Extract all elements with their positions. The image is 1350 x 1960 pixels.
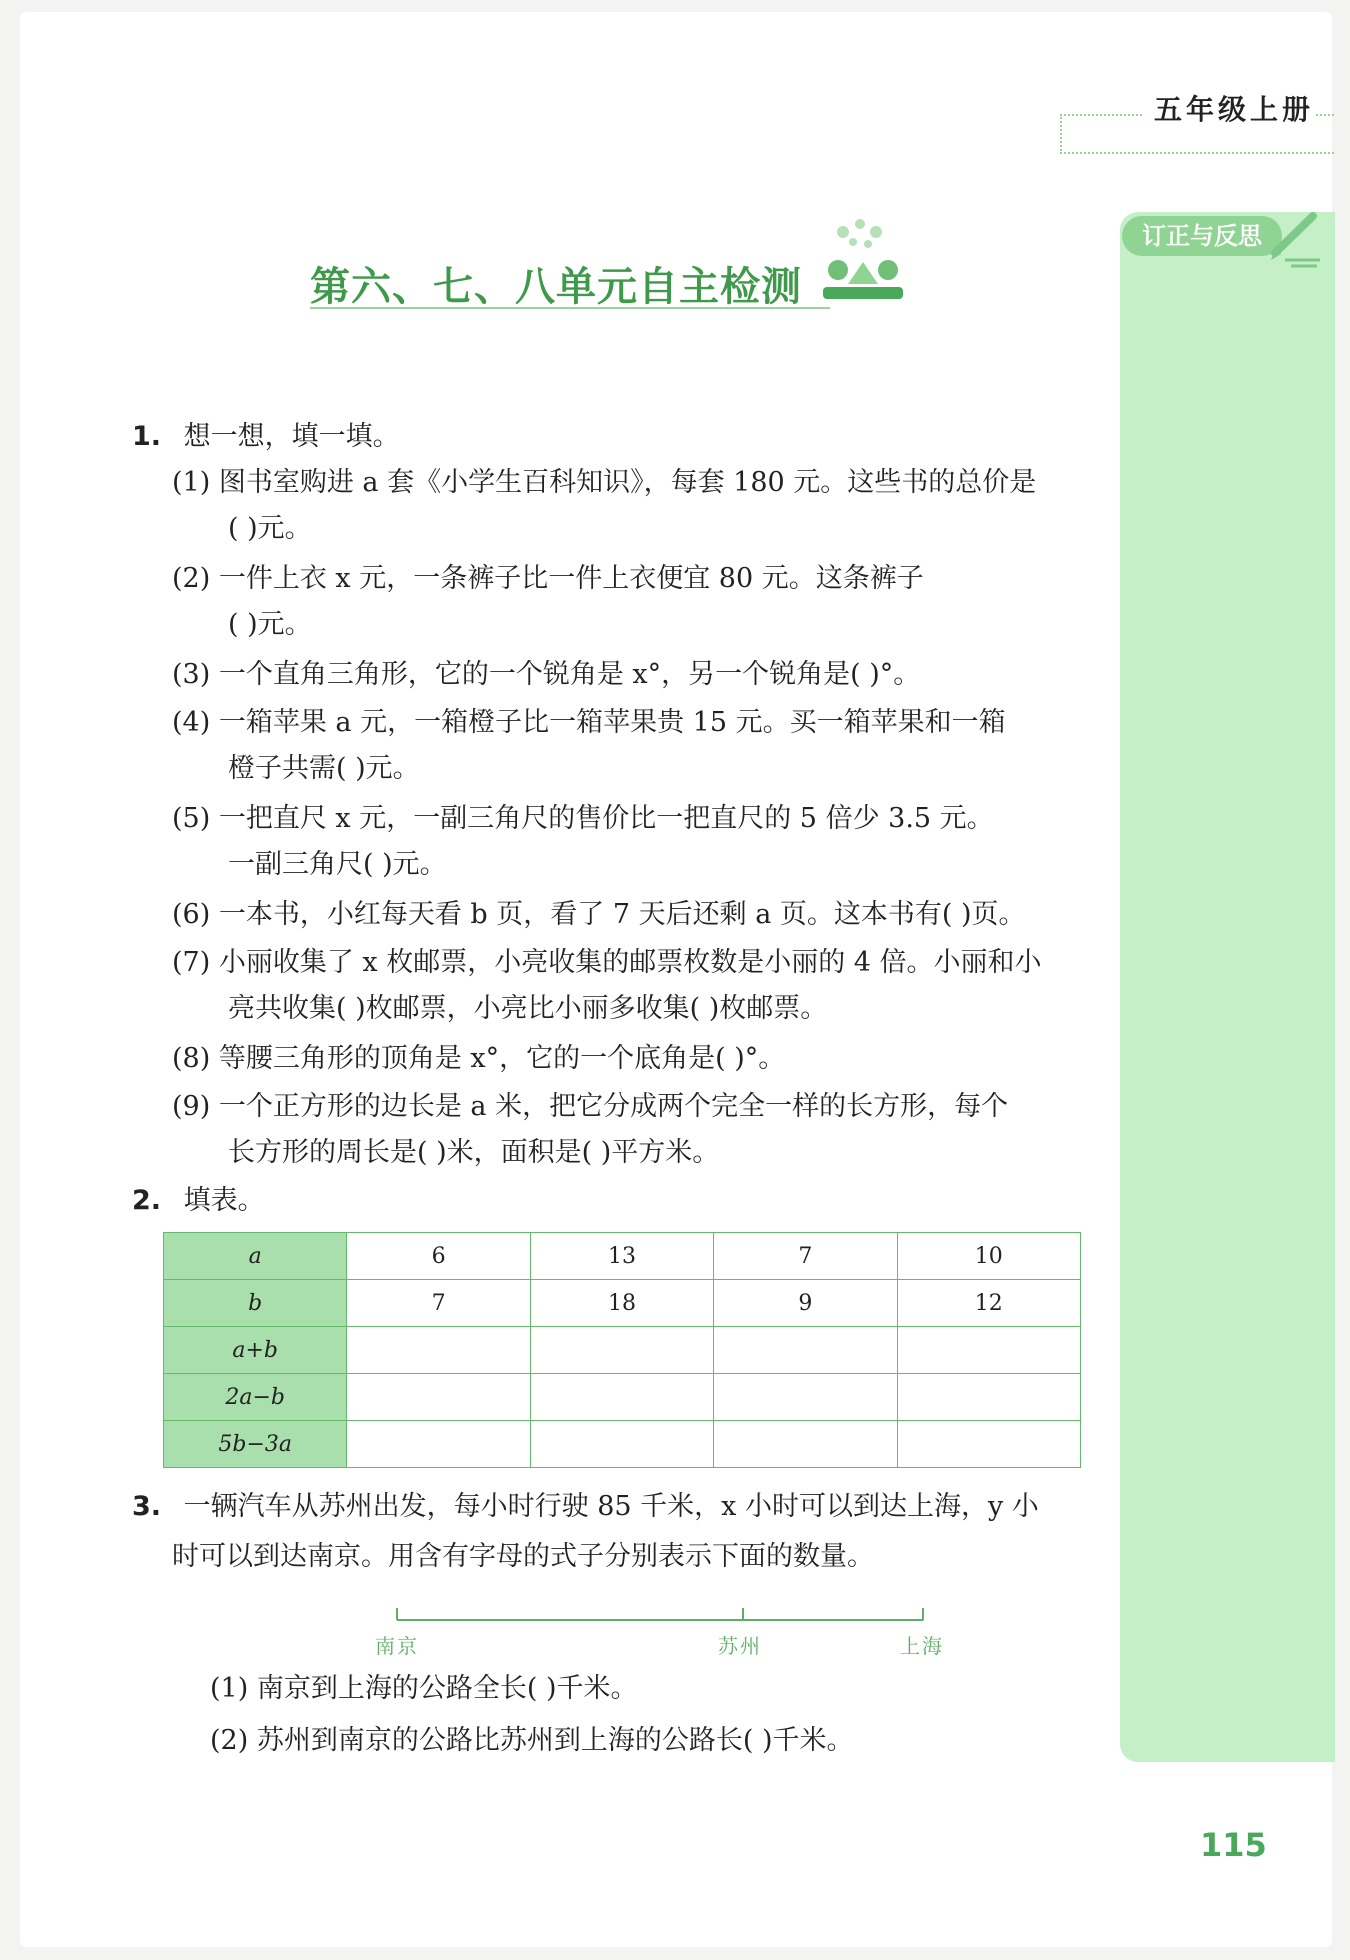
q1-item-2-line-2: ( )元。 — [228, 609, 312, 640]
question-3-prompt-line-2: 时可以到达南京。用含有字母的式子分别表示下面的数量。 — [172, 1541, 874, 1572]
answer-cell[interactable] — [347, 1327, 530, 1374]
q3-sub-2: (2) 苏州到南京的公路比苏州到上海的公路长( )千米。 — [210, 1725, 854, 1756]
route-label-nanjing: 南京 — [375, 1634, 419, 1658]
q3-sub-1: (1) 南京到上海的公路全长( )千米。 — [210, 1673, 638, 1704]
q1-item-7-line-1: (7) 小丽收集了 x 枚邮票，小亮收集的邮票枚数是小丽的 4 倍。小丽和小 — [172, 947, 1042, 978]
q1-item-1-line-1: (1) 图书室购进 a 套《小学生百科知识》，每套 180 元。这些书的总价是 — [172, 467, 1037, 498]
answer-cell[interactable] — [530, 1327, 713, 1374]
table-cell: 12 — [897, 1280, 1080, 1327]
question-1 — [132, 420, 400, 454]
title-underline — [310, 255, 830, 309]
reading-kids-icon — [808, 212, 918, 312]
question-2 — [132, 1184, 265, 1218]
answer-cell[interactable] — [714, 1327, 897, 1374]
q1-item-5-line-2: 一副三角尺( )元。 — [228, 849, 447, 880]
q1-item-7-line-2: 亮共收集( )枚邮票，小亮比小丽多收集( )枚邮票。 — [228, 993, 828, 1024]
question-2-prompt: 填表。 — [183, 1185, 265, 1216]
table-cell: 10 — [897, 1233, 1080, 1280]
route-diagram — [395, 1606, 925, 1628]
q1-item-3-line-1: (3) 一个直角三角形，它的一个锐角是 x°，另一个锐角是( )°。 — [172, 659, 921, 690]
table-cell: 7 — [714, 1233, 897, 1280]
q1-item-1-line-2: ( )元。 — [228, 513, 312, 544]
correction-sidebar — [1120, 212, 1335, 1762]
answer-cell[interactable] — [714, 1374, 897, 1421]
question-3 — [132, 1490, 1039, 1524]
question-3-prompt-line-1: 一辆汽车从苏州出发，每小时行驶 85 千米，x 小时可以到达上海，y 小 — [183, 1491, 1039, 1522]
table-cell: 9 — [714, 1280, 897, 1327]
answer-cell[interactable] — [897, 1374, 1080, 1421]
table-row — [164, 1280, 1081, 1327]
table-header-cell: b — [164, 1280, 347, 1327]
question-3-number: 3. — [132, 1491, 162, 1522]
q1-item-4-line-1: (4) 一箱苹果 a 元，一箱橙子比一箱苹果贵 15 元。买一箱苹果和一箱 — [172, 707, 1006, 738]
q1-item-9-line-1: (9) 一个正方形的边长是 a 米，把它分成两个完全一样的长方形，每个 — [172, 1091, 1009, 1122]
question-1-number: 1. — [132, 421, 162, 452]
pencil-icon — [1265, 208, 1325, 268]
route-label-suzhou: 苏州 — [718, 1634, 762, 1658]
route-label-shanghai: 上海 — [900, 1634, 944, 1658]
fill-table — [163, 1232, 1081, 1468]
q1-item-2-line-1: (2) 一件上衣 x 元，一条裤子比一件上衣便宜 80 元。这条裤子 — [172, 563, 924, 594]
q1-item-9-line-2: 长方形的周长是( )米，面积是( )平方米。 — [228, 1137, 720, 1168]
page-number: 115 — [1200, 1826, 1267, 1864]
answer-cell[interactable] — [897, 1421, 1080, 1468]
answer-cell[interactable] — [347, 1374, 530, 1421]
answer-cell[interactable] — [530, 1421, 713, 1468]
page-title: 第六、七、八单元自主检测 — [310, 263, 802, 310]
table-header-cell: 2a−b — [164, 1374, 347, 1421]
q1-item-5-line-1: (5) 一把直尺 x 元，一副三角尺的售价比一把直尺的 5 倍少 3.5 元。 — [172, 803, 994, 834]
table-cell: 18 — [530, 1280, 713, 1327]
table-cell: 7 — [347, 1280, 530, 1327]
table-row — [164, 1233, 1081, 1280]
table-row — [164, 1421, 1081, 1468]
question-1-prompt: 想一想，填一填。 — [183, 421, 400, 452]
answer-cell[interactable] — [530, 1374, 713, 1421]
table-cell: 6 — [347, 1233, 530, 1280]
table-header-cell: a+b — [164, 1327, 347, 1374]
table-cell: 13 — [530, 1233, 713, 1280]
table-header-cell: a — [164, 1233, 347, 1280]
grade-label: 五年级上册 — [1060, 114, 1334, 154]
table-row — [164, 1374, 1081, 1421]
question-2-number: 2. — [132, 1185, 162, 1216]
answer-cell[interactable] — [897, 1327, 1080, 1374]
table-row — [164, 1327, 1081, 1374]
q1-item-4-line-2: 橙子共需( )元。 — [228, 753, 420, 784]
table-header-cell: 5b−3a — [164, 1421, 347, 1468]
answer-cell[interactable] — [714, 1421, 897, 1468]
correction-tag: 订正与反思 — [1122, 216, 1282, 256]
answer-cell[interactable] — [347, 1421, 530, 1468]
q1-item-6-line-1: (6) 一本书，小红每天看 b 页，看了 7 天后还剩 a 页。这本书有( )页。 — [172, 899, 1026, 930]
q1-item-8-line-1: (8) 等腰三角形的顶角是 x°，它的一个底角是( )°。 — [172, 1043, 786, 1074]
